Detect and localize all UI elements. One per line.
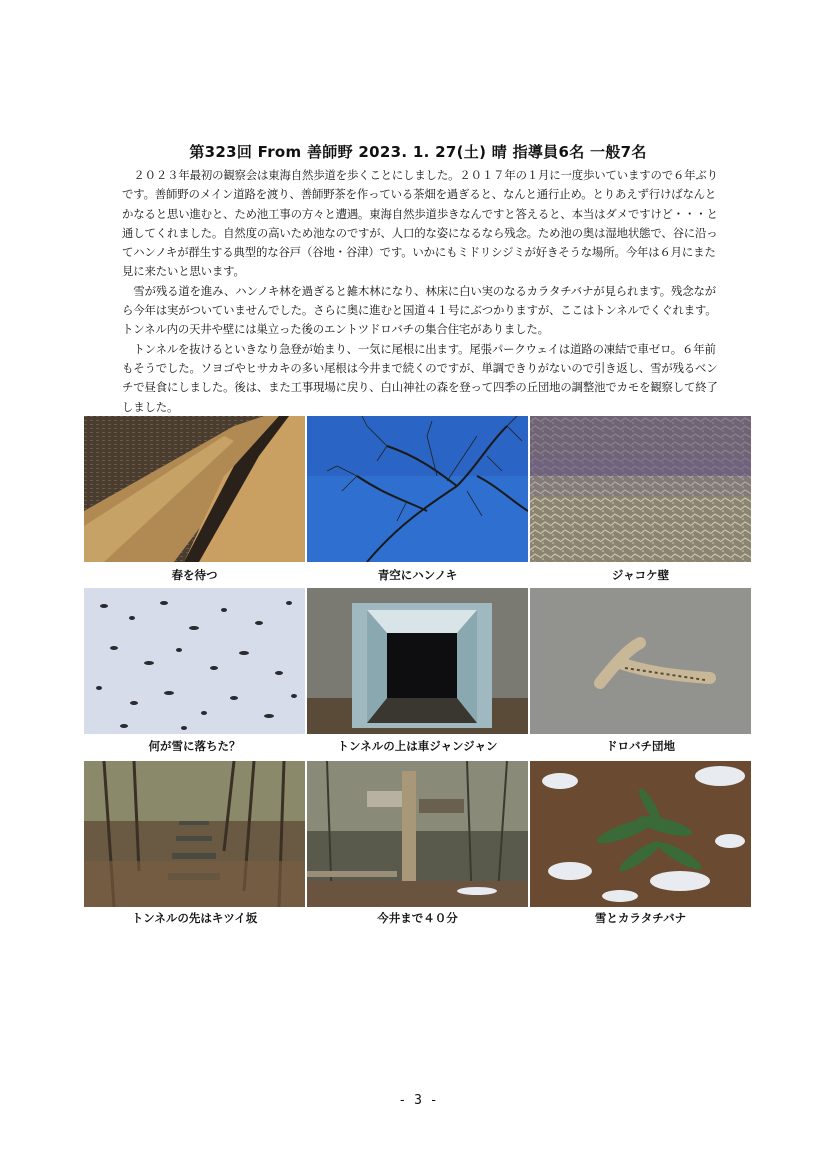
paragraph: 雪が残る道を進み、ハンノキ林を過ぎると雑木林になり、林床に白い実のなるカラタチバナが見られます。残念ながら今年は実がついていませんでした。さらに奥に進むと国道４１号にぶつかりますが、ここはトンネルでくぐれます。トンネル内の天井や壁には巣立った後のエントツドロバチの集合住宅がありました。 bbox=[122, 283, 717, 337]
photo-signpost bbox=[307, 761, 528, 907]
photo-caption: 何が雪に落ちた？ bbox=[148, 739, 241, 753]
photo-wasp-nest bbox=[530, 588, 751, 734]
photo-alder-blue-sky bbox=[307, 416, 528, 562]
photo-caption: ドロバチ団地 bbox=[606, 739, 675, 753]
photo-caption: 雪とカラタチバナ bbox=[594, 911, 687, 925]
page-title: 第323回 From 善師野 2023. 1. 27(土) 晴 指導員6名 一般7名 bbox=[189, 143, 647, 161]
photo-caption: ジャコケ壁 bbox=[611, 568, 670, 582]
photo-moss-wall bbox=[530, 416, 751, 562]
photo-dry-grass-ditch bbox=[84, 416, 305, 562]
photo-caption: 今井まで４０分 bbox=[377, 911, 458, 925]
photo-caption: 春を待つ bbox=[171, 568, 218, 582]
photo-steep-stairs bbox=[84, 761, 305, 907]
photo-snow-plant bbox=[530, 761, 751, 907]
article-body bbox=[122, 166, 722, 417]
page-number: - 3 - bbox=[398, 1093, 438, 1108]
photo-tunnel bbox=[307, 588, 528, 734]
paragraph: トンネルを抜けるといきなり急登が始まり、一気に尾根に出ます。尾張パークウェイは道路の凍結で車ゼロ。６年前もそうでした。ソヨゴやヒサカキの多い尾根は今井まで続くのですが、単調できりがないので引き返し、雪が残るベンチで昼食にしました。後は、また工事現場に戻り、白山神社の森を登って四季の丘団地の調整池でカモを観察して終了しました。 bbox=[122, 341, 718, 414]
photo-caption: 青空にハンノキ bbox=[377, 568, 458, 582]
photo-caption: トンネルの先はキツイ坂 bbox=[131, 911, 258, 925]
photo-caption: トンネルの上は車ジャンジャン bbox=[337, 739, 498, 753]
paragraph: ２０２３年最初の観察会は東海自然歩道を歩くことにしました。２０１７年の１月に一度歩いていますので６年ぶりです。善師野のメイン道路を渡り、善師野茶を作っている茶畑を過ぎると、なんと通行止め。とりあえず行けばなんとかなると思い進むと、ため池工事の方々と遭遇。東海自然歩道歩きなんですと答えると、本当はダメですけど・・・と通してくれました。自然度の高いため池なのですが、人口的な姿になるなら残念。ため池の奥は湿地状態で、谷に沿ってハンノキが群生する典型的な谷戸（谷地・谷津）です。いかにもミドリシジミが好きそうな場所。今年は６月にまた見に来たいと思います。 bbox=[122, 168, 718, 279]
photo-snow-debris bbox=[84, 588, 305, 734]
